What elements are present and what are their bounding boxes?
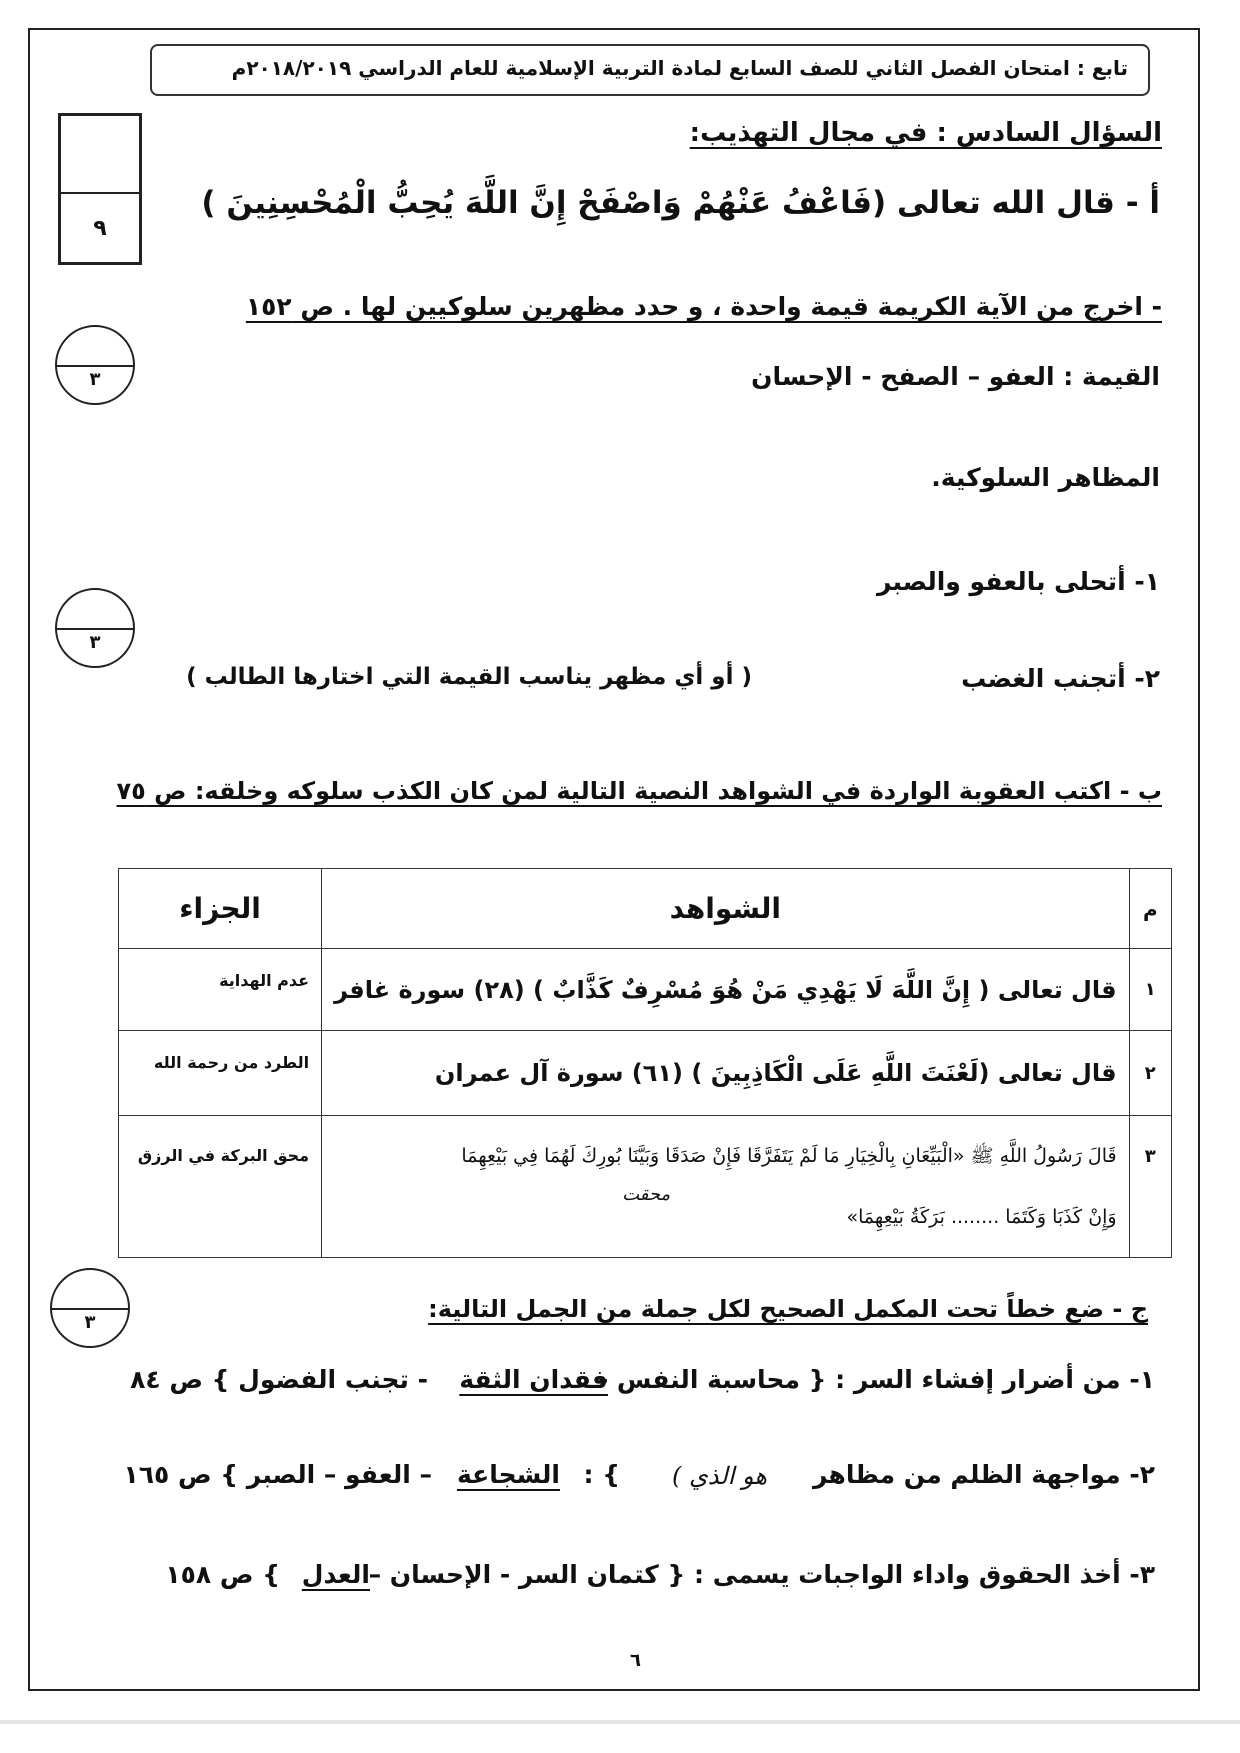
score-circle-1 — [55, 325, 135, 405]
table-row — [119, 1031, 1172, 1116]
table-header-row — [119, 869, 1172, 949]
evidence-table — [118, 868, 1172, 1258]
evidence-cell: قال تعالى (لَعْنَتَ اللَّهِ عَلَى الْكَاذِبِينَ ) (٦١) سورة آل عمران — [322, 1031, 1130, 1116]
verse-a: أ - قال الله تعالى (فَاعْفُ عَنْهُمْ وَاصْفَحْ إِنَّ اللَّهَ يُحِبُّ الْمُحْسِنِينَ ) — [201, 185, 1160, 221]
page-number: ٦ — [630, 1650, 641, 1671]
instruction-a: - اخرج من الآية الكريمة قيمة واحدة ، و حدد مظهرين سلوكيين لها . ص ١٥٢ — [245, 292, 1162, 321]
row-num: ٢ — [1129, 1031, 1171, 1116]
instruction-c: ج - ضع خطاً تحت المكمل الصحيح لكل جملة من الجمل التالية: — [428, 1295, 1148, 1323]
score-circle-3-value: ٣ — [84, 1312, 96, 1333]
item-3-suffix: } ص ١٥٨ — [165, 1560, 280, 1589]
penalty-cell: الطرد من رحمة الله — [119, 1031, 322, 1116]
behaviors-label: المظاهر السلوكية. — [931, 463, 1160, 492]
header-title: تابع : امتحان الفصل الثاني للصف السابع لمادة التربية الإسلامية للعام الدراسي ٢٠١٨/٢٠١٩م — [231, 56, 1128, 80]
score-circle-3 — [50, 1268, 130, 1348]
row-num: ٣ — [1129, 1116, 1171, 1258]
score-circle-1-value: ٣ — [89, 369, 101, 390]
item-1-prefix: ١- من أضرار إفشاء السر : { محاسبة النفس - — [597, 1365, 1155, 1394]
instruction-b: ب - اكتب العقوبة الواردة في الشواهد النصية التالية لمن كان الكذب سلوكه وخلقه: ص ٧٥ — [116, 777, 1162, 805]
page-border — [28, 28, 1200, 1691]
item-1-suffix: - تجنب الفضول } ص ٨٤ — [130, 1365, 428, 1394]
behavior-2: ٢- أتجنب الغضب — [961, 664, 1160, 693]
behavior-1: ١- أتحلى بالعفو والصبر — [876, 567, 1160, 596]
behavior-note: ( أو أي مظهر يناسب القيمة التي اختارها الطالب ) — [186, 664, 752, 690]
evidence-cell: قال تعالى ( إِنَّ اللَّهَ لَا يَهْدِي مَنْ هُوَ مُسْرِفٌ كَذَّابٌ ) (٢٨) سورة غافر — [322, 949, 1130, 1031]
item-3-answer: العدل — [301, 1560, 370, 1589]
penalty-cell: محق البركة في الرزق — [119, 1116, 322, 1258]
table-row — [119, 949, 1172, 1031]
row-num: ١ — [1129, 949, 1171, 1031]
hadith-line-2: وَإِنْ كَذَبَا وَكَتَمَا ........ بَرَكَةُ بَيْعِهِمَا» — [846, 1206, 1117, 1228]
table-row — [119, 1116, 1172, 1258]
item-1-answer: فقدان الثقة — [459, 1365, 608, 1394]
item-2-handwritten: ( هو الذي — [672, 1462, 768, 1490]
value-answer: القيمة : العفو – الصفح - الإحسان — [751, 362, 1160, 391]
total-score-box — [58, 113, 142, 265]
question-title: السؤال السادس : في مجال التهذيب: — [689, 118, 1162, 148]
item-2-mid: : { — [583, 1460, 620, 1489]
score-circle-2 — [55, 588, 135, 668]
item-2-suffix: – العفو – الصبر } ص ١٦٥ — [123, 1460, 432, 1489]
item-2-prefix: ٢- مواجهة الظلم من مظاهر — [812, 1460, 1155, 1489]
header-evidence: الشواهد — [322, 869, 1130, 949]
hadith-line-1: قَالَ رَسُولُ اللَّهِ ﷺ «الْبَيِّعَانِ بِالْخِيَارِ مَا لَمْ يَتَفَرَّقَا فَإِنْ صَدَقَا وَبَيَّنَا بُورِكَ لَهُمَا فِي بَيْعِهِمَا — [461, 1145, 1117, 1167]
header-num: م — [1129, 869, 1171, 949]
handwritten-word: محقت — [622, 1184, 671, 1205]
evidence-cell — [322, 1116, 1130, 1258]
header-box — [150, 44, 1150, 96]
header-penalty: الجزاء — [119, 869, 322, 949]
item-2-answer: الشجاعة — [456, 1460, 560, 1489]
score-divider — [61, 192, 139, 194]
score-circle-2-value: ٣ — [89, 632, 101, 653]
item-3-prefix: ٣- أخذ الحقوق واداء الواجبات يسمى : { كتمان السر - الإحسان – — [368, 1560, 1155, 1589]
penalty-cell: عدم الهداية — [119, 949, 322, 1031]
total-score: ٩ — [93, 216, 107, 241]
scan-edge — [0, 1720, 1240, 1724]
